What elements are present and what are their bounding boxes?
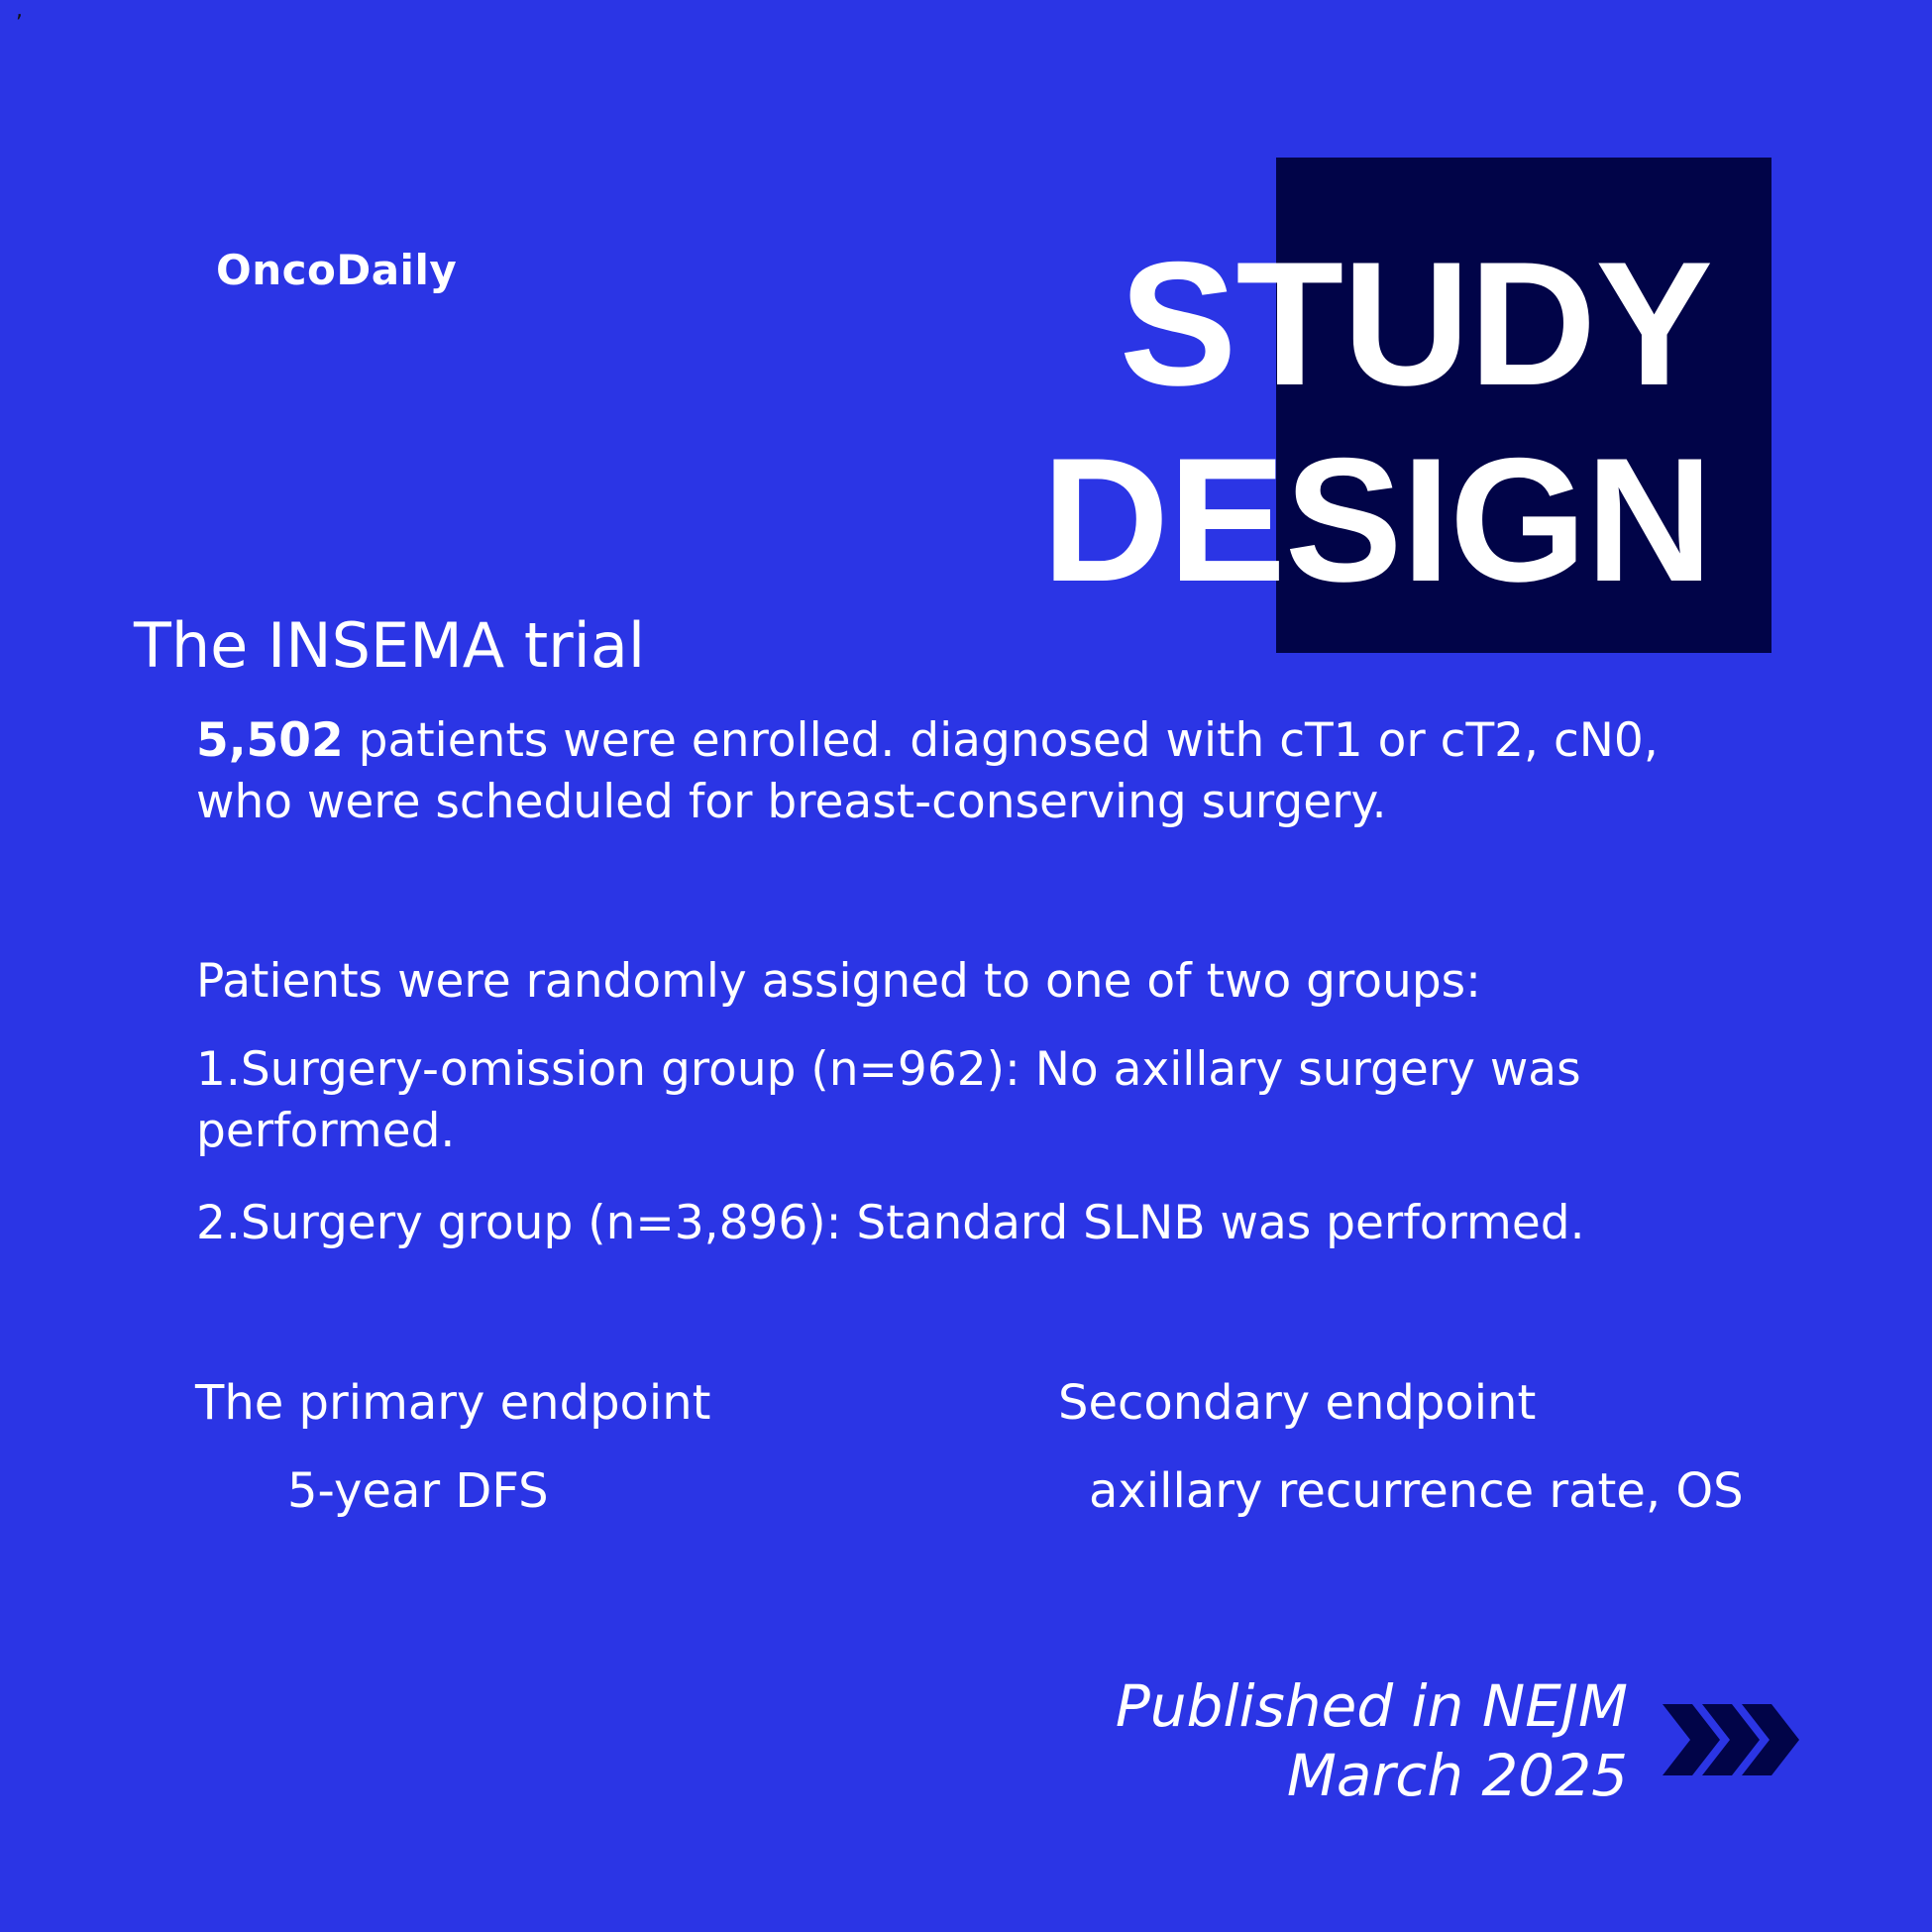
secondary-endpoint-label: Secondary endpoint [1058, 1375, 1537, 1431]
corner-mark: , [16, 0, 23, 23]
title-line-1: STUDY [1119, 225, 1712, 422]
publication-date: March 2025 [1286, 1742, 1628, 1809]
primary-endpoint-value: 5-year DFS [287, 1463, 549, 1519]
enrollment-paragraph [196, 710, 1742, 833]
trial-name: The INSEMA trial [134, 609, 646, 682]
title-line-2: DESIGN [1041, 421, 1712, 618]
brand-logo: OncoDaily [216, 246, 458, 294]
page-title [1042, 226, 1712, 618]
publication-info [1116, 1671, 1628, 1810]
primary-endpoint-label: The primary endpoint [195, 1375, 711, 1431]
publication-journal: Published in NEJM [1115, 1672, 1628, 1740]
enrollment-description: patients were enrolled. diagnosed with cT1 or cT2, cN0, who were scheduled for breast-conserving surgery. [196, 713, 1659, 829]
secondary-endpoint-value: axillary recurrence rate, OS [1089, 1463, 1744, 1519]
enrolled-count: 5,502 [196, 713, 344, 768]
group-2-item: 2.Surgery group (n=3,896): Standard SLNB was performed. [196, 1196, 1585, 1250]
randomization-paragraph: Patients were randomly assigned to one of two groups: [196, 954, 1481, 1009]
group-1-item: 1.Surgery-omission group (n=962): No axillary surgery was performed. [196, 1042, 1581, 1158]
triple-chevron-right-icon[interactable] [1659, 1700, 1803, 1779]
